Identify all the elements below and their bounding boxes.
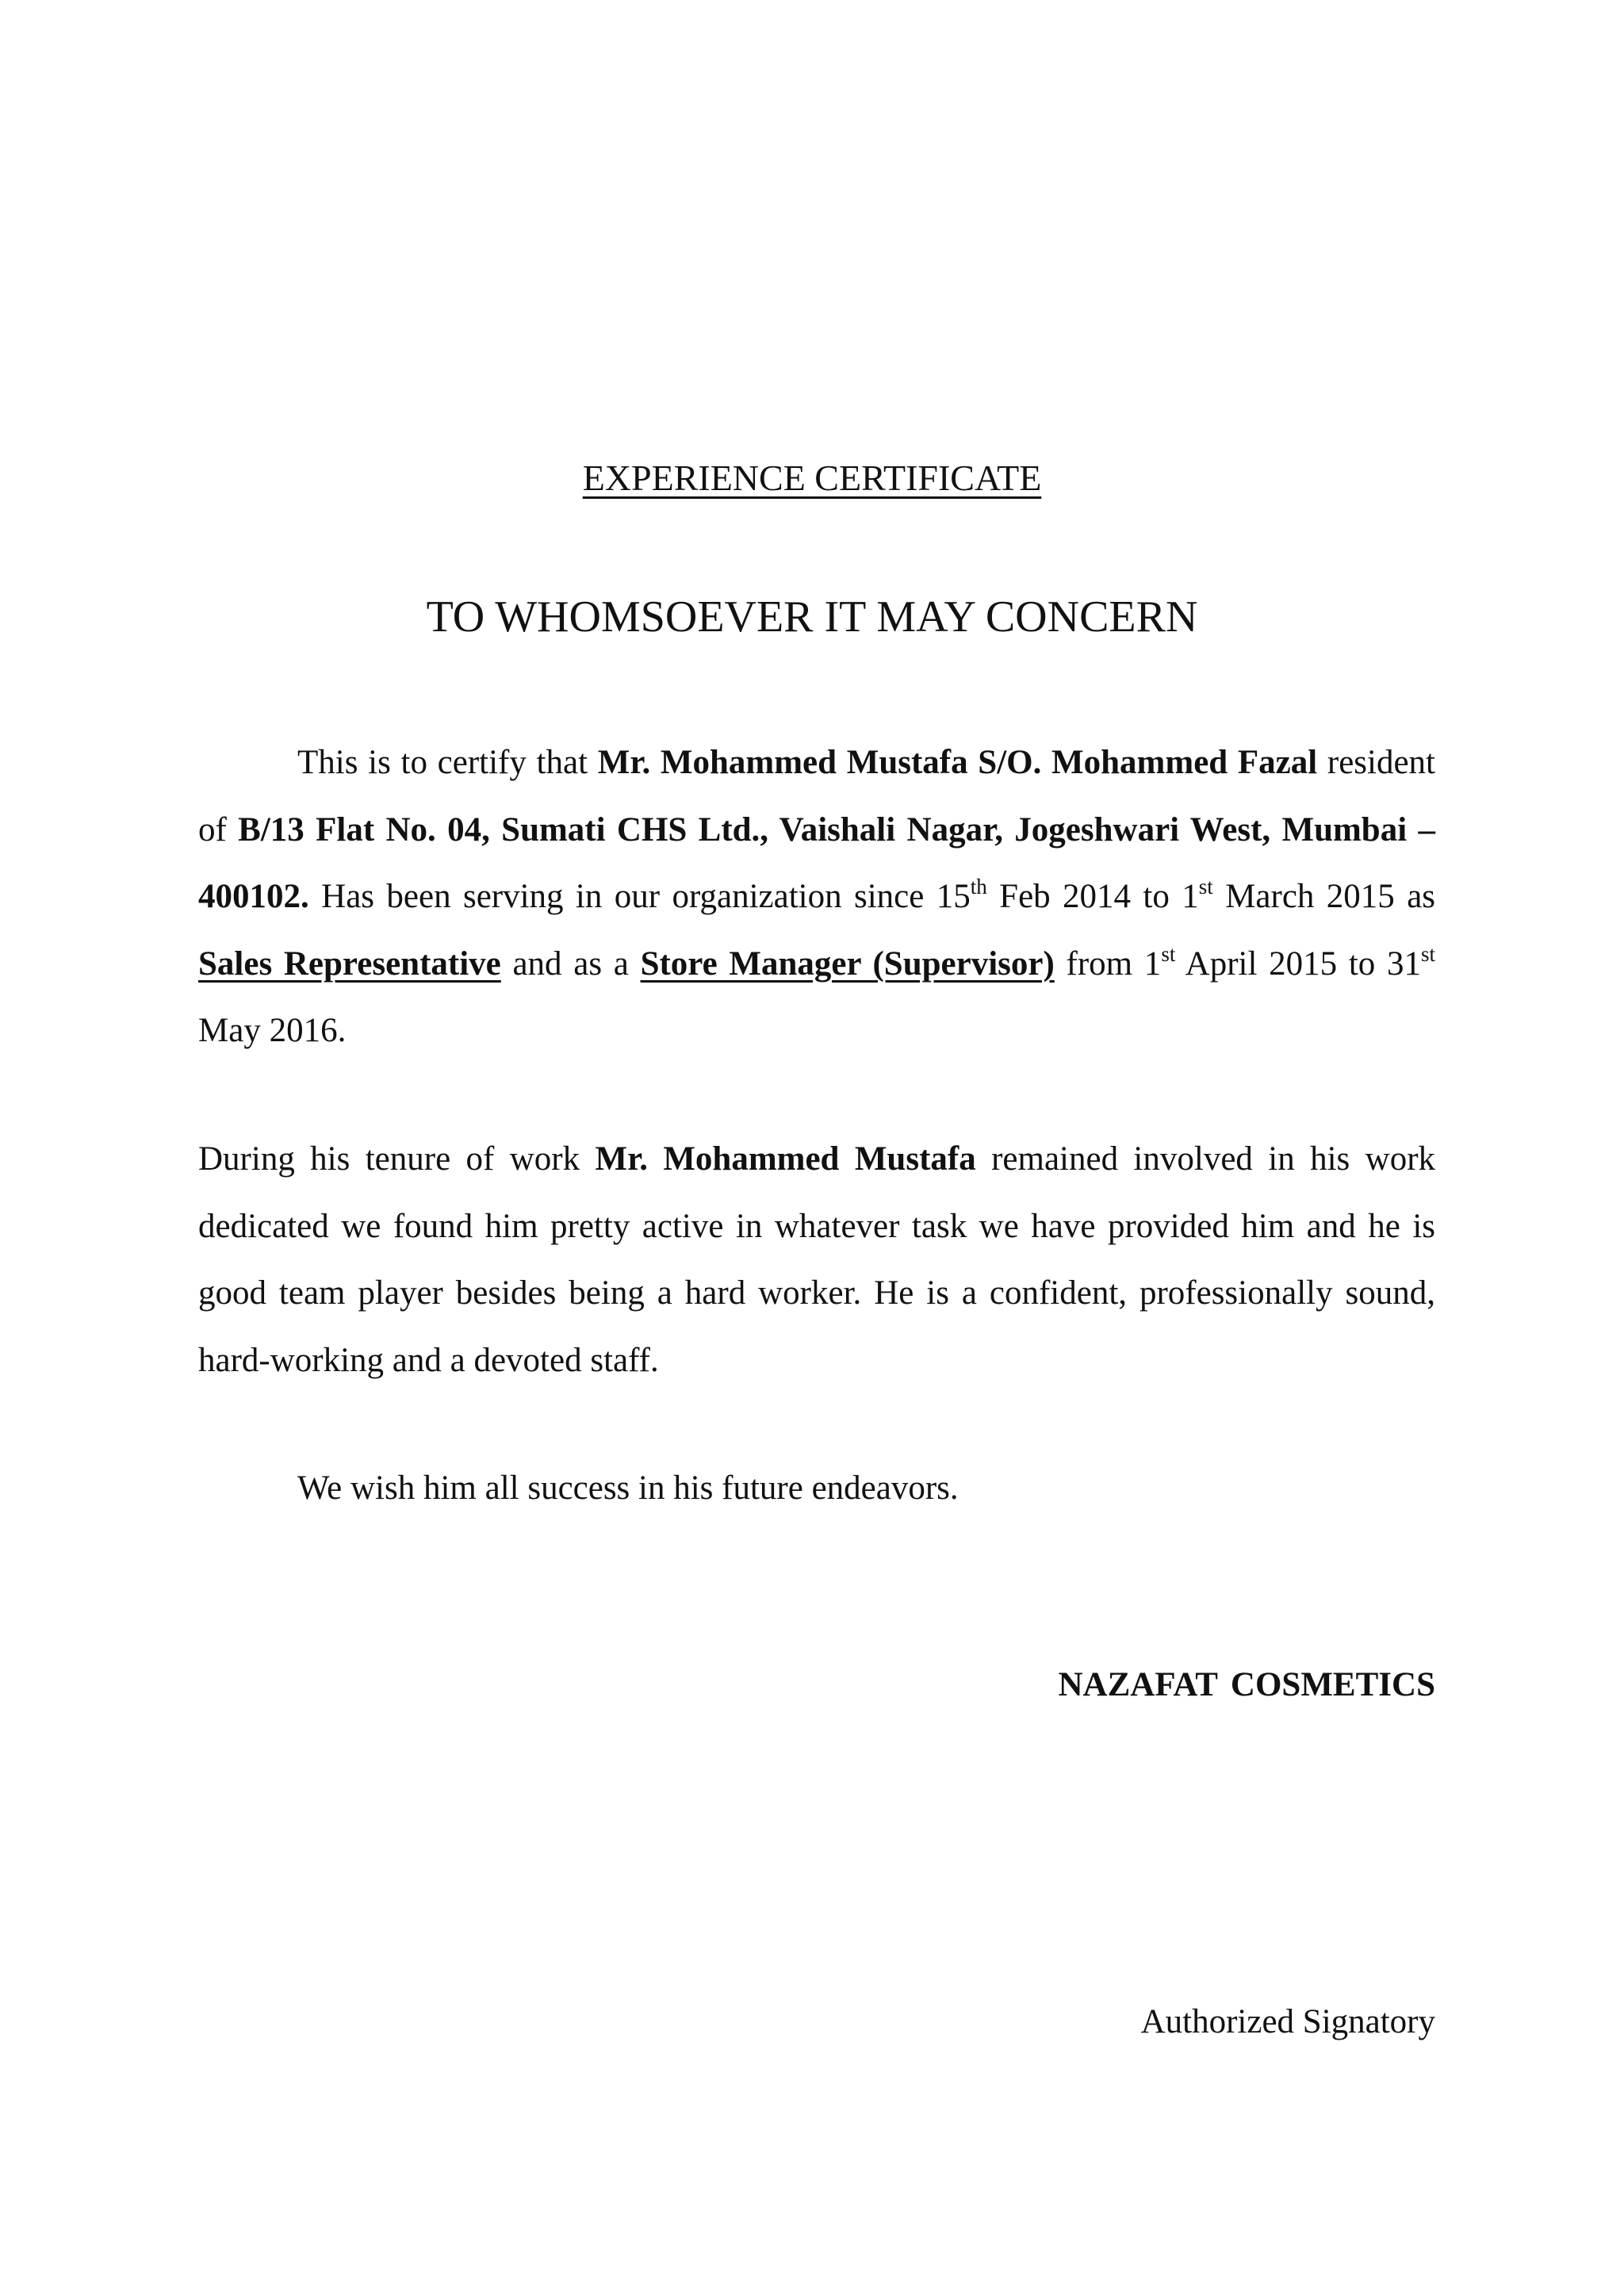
may-text: May 2016. [198, 1012, 347, 1049]
authorized-signatory: Authorized Signatory [1140, 2003, 1435, 2040]
ordinal-suffix: st [1421, 941, 1436, 966]
from-text: from 1 [1066, 944, 1162, 983]
role-sales-representative: Sales Representative [198, 944, 501, 983]
ordinal-suffix: th [970, 875, 987, 898]
and-as-text: and as a [512, 944, 629, 983]
ordinal-suffix: st [1161, 941, 1176, 966]
ordinal-suffix: st [1198, 875, 1213, 898]
tenure-body-text: remained involved in his work dedicated we found him pretty active in whatever task we have provided him and he is good team player besides being a hard worker. He is a confident, professionally sound, hard-working and a devoted staff. [198, 1140, 1436, 1379]
intro-text: This is to certify that [297, 744, 588, 781]
certificate-title-text: EXPERIENCE CERTIFICATE [582, 458, 1042, 498]
employee-address: B/13 Flat No. 04, Sumati CHS Ltd., Vaishali Nagar, Jogeshwari West, Mumbai – 400102. [198, 810, 1435, 915]
end-date-text: March 2015 as [1225, 878, 1436, 915]
employee-short-name: Mr. Mohammed Mustafa [595, 1140, 976, 1178]
tenure-paragraph [198, 1126, 1435, 1394]
april-text: April 2015 to 31 [1185, 944, 1421, 983]
employee-name: Mr. Mohammed Mustafa S/O. Mohammed Fazal [597, 744, 1318, 781]
tenure-lead-text: During his tenure of work [198, 1140, 580, 1178]
start-date-text: Feb 2014 to 1 [999, 878, 1199, 915]
wishes-paragraph: We wish him all success in his future endeavors. [297, 1469, 959, 1507]
salutation-heading: TO WHOMSOEVER IT MAY CONCERN [426, 592, 1198, 642]
certification-paragraph [198, 730, 1435, 1065]
resident-of-text: resident of [198, 744, 1436, 849]
company-name: NAZAFAT COSMETICS [1058, 1666, 1435, 1703]
role-store-manager: Store Manager (Supervisor) [640, 944, 1055, 983]
certificate-title [0, 450, 1624, 506]
serving-text: Has been serving in our organization since 15 [321, 878, 971, 915]
